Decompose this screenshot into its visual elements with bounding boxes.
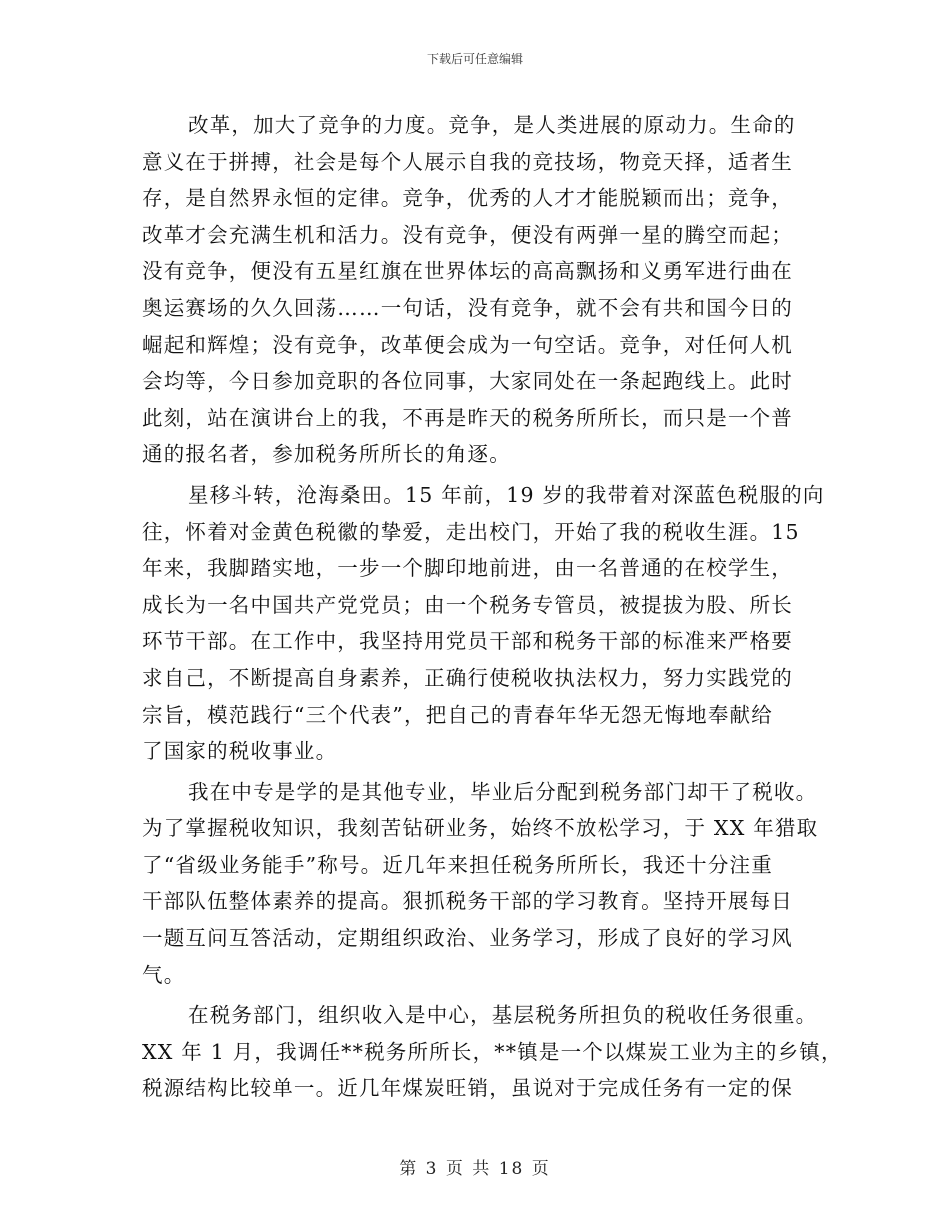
paragraph-line: 了“省级业务能手”称号。近几年来担任税务所所长，我还十分注重 <box>142 852 773 877</box>
paragraph-line: 为了掌握税收知识，我刻苦钻研业务，始终不放松学习，于 XX 年猎取 <box>142 816 819 841</box>
paragraph-line: 成长为一名中国共产党党员；由一个税务专管员，被提拔为股、所长 <box>142 592 793 617</box>
paragraph-line: 年来，我脚踏实地，一步一个脚印地前进，由一名普通的在校学生， <box>142 556 793 581</box>
paragraph-line: 干部队伍整体素养的提高。狠抓税务干部的学习教育。坚持开展每日 <box>142 889 793 914</box>
paragraph-line: 通的报名者，参加税务所所长的角逐。 <box>142 442 511 467</box>
paragraph-line: 往，怀着对金黄色税徽的挚爱，走出校门，开始了我的税收生涯。15 <box>142 519 800 544</box>
paragraph-line: 环节干部。在工作中，我坚持用党员干部和税务干部的标准来严格要 <box>142 629 793 654</box>
paragraph-line: 一题互问互答活动，定期组织政治、业务学习，形成了良好的学习风 <box>142 926 793 951</box>
paragraph <box>142 107 822 473</box>
paragraph-line: 在税务部门，组织收入是中心，基层税务所担负的税收任务很重。 <box>188 1003 818 1028</box>
paragraph <box>142 997 843 1107</box>
document-body <box>142 107 843 1107</box>
paragraph-line: XX 年 1 月，我调任**税务所所长，**镇是一个以煤炭工业为主的乡镇， <box>142 1039 843 1064</box>
paragraph-line: 税源结构比较单一。近几年煤炭旺销，虽说对于完成任务有一定的保 <box>142 1076 793 1101</box>
paragraph <box>142 477 825 770</box>
paragraph-line: 宗旨，模范践行“三个代表”，把自己的青春年华无怨无悔地奉献给 <box>142 702 773 727</box>
paragraph-line: 崛起和辉煌；没有竞争，改革便会成为一句空话。竞争，对任何人机 <box>142 332 793 357</box>
paragraph-line: 改革，加大了竞争的力度。竞争，是人类进展的原动力。生命的 <box>188 113 796 137</box>
paragraph-line: 会均等，今日参加竞职的各位同事，大家同处在一条起跑线上。此时 <box>142 369 793 394</box>
paragraph-line: 了国家的税收事业。 <box>142 739 338 764</box>
paragraph-line: 意义在于拼搏，社会是每个人展示自我的竞技场，物竞天择，适者生 <box>142 149 793 174</box>
paragraph-line: 没有竞争，便没有五星红旗在世界体坛的高高飘扬和义勇军进行曲在 <box>142 259 793 284</box>
paragraph-line: 存，是自然界永恒的定律。竞争，优秀的人才才能脱颖而出；竞争， <box>142 186 793 211</box>
paragraph-line: 星移斗转，沧海桑田。15 年前，19 岁的我带着对深蓝色税服的向 <box>188 482 825 507</box>
page-header: 下载后可任意编辑 <box>426 52 523 66</box>
paragraph-line: 求自己，不断提高自身素养，正确行使税收执法权力，努力实践党的 <box>142 665 793 690</box>
paragraph-line: 奥运赛场的久久回荡……一句话，没有竞争，就不会有共和国今日的 <box>142 295 793 320</box>
paragraph-line: 此刻，站在演讲台上的我，不再是昨天的税务所所长，而只是一个普 <box>142 405 793 430</box>
paragraph <box>142 774 822 994</box>
page-footer: 第 3 页 共 18 页 <box>399 1159 551 1179</box>
paragraph-line: 我在中专是学的是其他专业，毕业后分配到税务部门却干了税收。 <box>188 779 818 804</box>
paragraph-line: 气。 <box>142 962 186 987</box>
paragraph-line: 改革才会充满生机和活力。没有竞争，便没有两弹一星的腾空而起； <box>142 222 793 247</box>
